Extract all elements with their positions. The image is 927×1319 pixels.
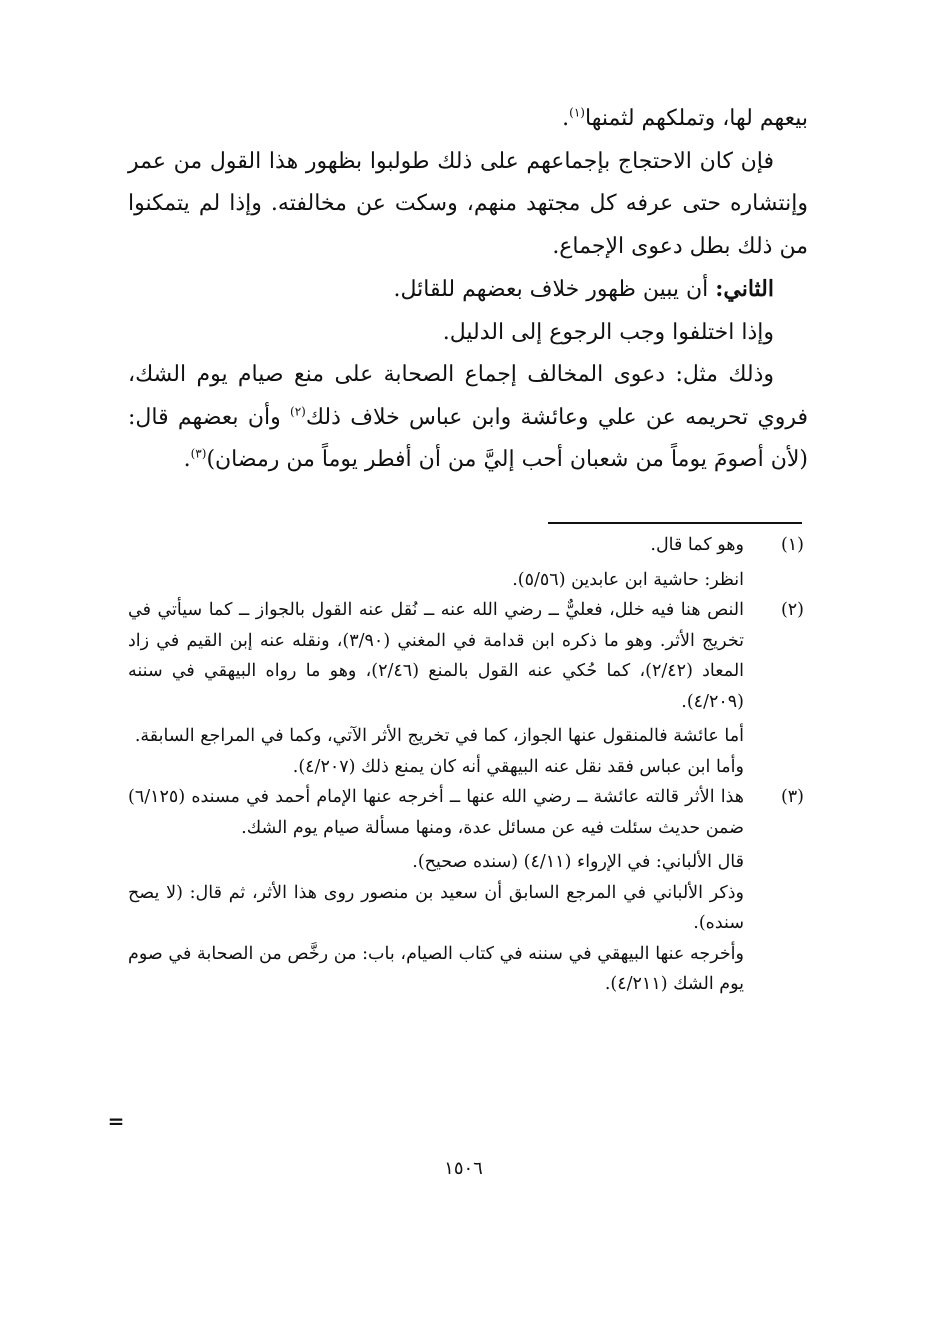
paragraph-3-lead: الثاني: <box>715 276 774 302</box>
paragraph-3 <box>128 268 808 312</box>
footnote-number: (٢) <box>780 600 804 620</box>
footnote-ref-2: (٢) <box>290 404 306 419</box>
footnotes <box>128 530 804 1000</box>
footnote-line: انظر: حاشية ابن عابدين (٥/٥٦). <box>512 569 744 590</box>
paragraph-1-text: بيعهم لها، وتملكهم لثمنها <box>584 106 808 131</box>
paragraph-1 <box>128 98 808 141</box>
footnote-1 <box>128 530 804 595</box>
paragraph-5-text-b: وأن بعضهم قال: (لأن أصومَ يوماً من شعبان أحب إليَّ من أن أفطر يوماً من رمضان) <box>128 404 808 472</box>
footnote-line: وأما ابن عباس فقد نقل عنه البيهقي أنه كان يمنع ذلك (٤/٢٠٧). <box>292 756 744 777</box>
footnote-ref-1: (١) <box>569 105 585 120</box>
footnote-number: (٣) <box>780 787 804 807</box>
footnote-line: وأخرجه عنها البيهقي في سننه في كتاب الصيام، باب: من رخَّص من الصحابة في صوم يوم الشك (٤/٢١١). <box>128 943 744 994</box>
main-text <box>128 98 808 482</box>
continuation-mark: = <box>107 1109 125 1133</box>
footnote-line: قال الألباني: في الإرواء (٤/١١) (سنده صحيح). <box>412 852 744 872</box>
footnote-line: وهو كما قال. <box>650 535 744 555</box>
paragraph-4: وإذا اختلفوا وجب الرجوع إلى الدليل. <box>442 319 774 345</box>
paragraph-1-end: . <box>562 106 570 131</box>
footnote-divider <box>548 522 802 524</box>
page-number: ١٥٠٦ <box>444 1158 483 1179</box>
footnote-line: وذكر الألباني في المرجع السابق أن سعيد بن منصور روى هذا الأثر، ثم قال: (لا يصح سنده). <box>128 882 744 933</box>
paragraph-5-end: . <box>183 447 191 472</box>
footnote-line: النص هنا فيه خلل، فعليٌّ ــ رضي الله عنه ــ نُقل عنه القول بالجواز ــ كما سيأتي في تخريج الأثر. وهو ما ذكره ابن قدامة في المغني (٣/٩٠)، ونقله عنه إبن القيم في زاد المعاد (٢/٤٢)، كما حُكي عنه القول بالمنع (٢/٤٦)، وهو ما رواه البيهقي في سننه (٤/٢٠٩). <box>128 600 745 712</box>
paragraph-5-text-a: وذلك مثل: دعوى المخالف إجماع الصحابة على منع صيام يوم الشك، فروي تحريمه عن علي وعائشة وابن عباس خلاف ذلك <box>128 362 808 430</box>
footnote-line: أما عائشة فالمنقول عنها الجواز، كما في تخريج الأثر الآتي، وكما في المراجع السابقة. <box>134 726 744 746</box>
footnote-line: هذا الأثر قالته عائشة ــ رضي الله عنها ــ أخرجه عنها الإمام أحمد في مسنده (٦/١٢٥) ضمن حديث سئلت فيه عن مسائل عدة، ومنها مسألة صيام يوم الشك. <box>128 787 744 838</box>
paragraph-3-text: أن يبين ظهور خلاف بعضهم للقائل. <box>393 277 716 302</box>
footnote-number: (١) <box>780 535 804 555</box>
footnote-2 <box>128 595 804 782</box>
paragraph-5 <box>128 354 808 482</box>
footnote-3 <box>128 782 804 1000</box>
footnote-ref-3: (٣) <box>190 446 207 461</box>
paragraph-2: فإن كان الاحتجاج بإجماعهم على ذلك طولبوا بظهور هذا القول من عمر وإنتشاره حتى عرفه كل مجتهد منهم، وسكت عن مخالفته. وإذا لم يتمكنوا من ذلك بطل دعوى الإجماع. <box>128 148 808 259</box>
